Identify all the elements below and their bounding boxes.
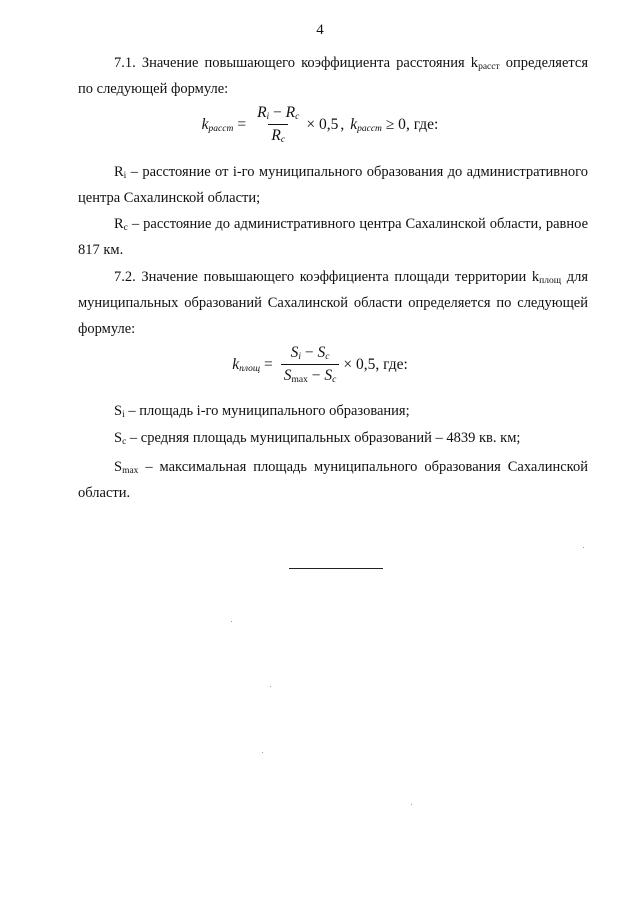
subscript: c — [122, 437, 127, 447]
definition-si — [78, 398, 588, 424]
subscript: i — [122, 410, 125, 420]
var: k — [201, 115, 209, 133]
var: k — [350, 115, 358, 133]
subscript: i — [123, 171, 127, 181]
symbol: S — [114, 459, 123, 475]
var: S — [324, 367, 333, 384]
subscript: max — [291, 375, 308, 385]
formula-lhs — [202, 116, 234, 134]
text: 7.1. Значение повышающего коэффициента расстояния k — [114, 55, 479, 71]
symbol: R — [114, 164, 124, 180]
paragraph-7-1-intro — [78, 50, 588, 102]
times-half: × 0,5 — [343, 355, 376, 373]
subscript: c — [332, 375, 337, 385]
subscript: площ — [539, 276, 562, 286]
minus-sign: − — [273, 104, 282, 121]
equals-sign: = — [264, 355, 273, 373]
symbol: R — [114, 216, 124, 232]
definition-smax — [78, 454, 588, 506]
symbol: S — [114, 403, 123, 419]
times-half: × 0,5 — [306, 115, 339, 133]
subscript: площ — [239, 363, 261, 374]
relation: ≥ 0 — [385, 115, 406, 133]
subscript: c — [325, 352, 330, 362]
text: 7.2. Значение повышающего коэффициента площади территории k — [114, 269, 540, 285]
scan-speck — [231, 621, 232, 622]
subscript: c — [280, 135, 286, 145]
symbol: S — [114, 430, 123, 446]
var: k — [232, 355, 240, 373]
var: R — [257, 104, 267, 121]
scan-speck — [262, 752, 263, 753]
text: – максимальная площадь муниципального образования Сахалинской области. — [78, 459, 588, 501]
var: R — [285, 104, 296, 121]
subscript: max — [122, 466, 139, 476]
subscript: c — [295, 112, 300, 122]
text: определяется по следующей формуле: — [78, 55, 588, 97]
comma: , — [340, 115, 345, 133]
var: S — [317, 344, 326, 361]
paragraph-7-2-intro — [78, 264, 588, 342]
subscript: i — [266, 112, 270, 122]
definition-ri — [78, 159, 588, 211]
subscript: i — [298, 352, 302, 362]
text: – средняя площадь муниципальных образований – 4839 кв. км; — [126, 430, 521, 446]
fraction-denominator — [281, 364, 340, 385]
formula-where: , где: — [405, 115, 439, 133]
scan-speck — [411, 804, 412, 805]
fraction — [281, 344, 340, 385]
formula-k-rasst — [0, 104, 640, 145]
var: S — [283, 367, 292, 384]
text: – расстояние от i-го муниципального образования до административного центра Сахалинской области; — [78, 164, 588, 206]
page-number: 4 — [316, 22, 324, 38]
var: S — [290, 344, 299, 361]
minus-sign: − — [311, 367, 321, 384]
equals-sign: = — [237, 115, 247, 133]
subscript: c — [123, 223, 128, 233]
minus-sign: − — [304, 344, 314, 361]
subscript: расст — [208, 123, 234, 134]
text: – расстояние до административного центра Сахалинской области, равное 817 км. — [78, 216, 588, 258]
fraction-denominator — [268, 124, 288, 145]
fraction-numerator — [288, 344, 333, 364]
subscript: расст — [357, 123, 382, 134]
definition-sc — [78, 425, 588, 451]
formula-k-plosch — [0, 344, 640, 385]
fraction — [254, 104, 302, 145]
text: – площадь i-го муниципального образования; — [124, 403, 410, 419]
definition-rc — [78, 211, 588, 263]
text: для муниципальных образований Сахалинской области определяется по следующей формуле: — [78, 269, 588, 337]
formula-where: , где: — [375, 355, 408, 373]
closing-rule — [289, 568, 383, 569]
fraction-numerator — [254, 104, 302, 124]
subscript: расст — [478, 62, 500, 72]
formula-condition — [350, 116, 406, 134]
scan-speck — [270, 686, 271, 687]
formula-lhs — [232, 356, 260, 374]
var: R — [271, 127, 281, 144]
scan-speck — [583, 547, 584, 548]
